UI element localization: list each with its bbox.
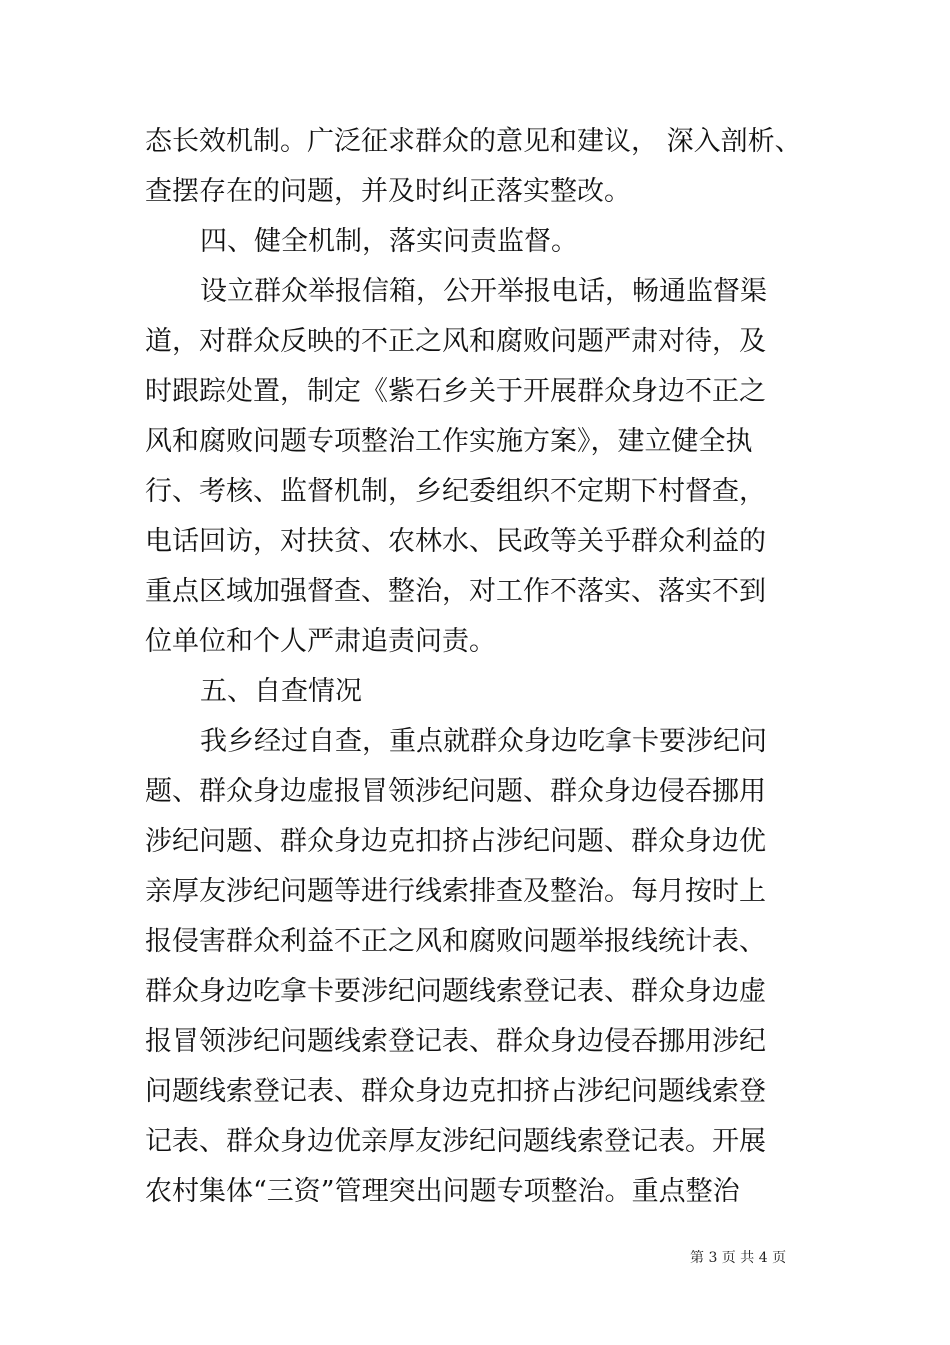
text-line: 位单位和个人严肃追责问责。 — [145, 626, 496, 657]
text-line: 风和腐败问题专项整治工作实施方案》，建立健全执 — [145, 426, 753, 457]
text-line: 查摆存在的问题，并及时纠正落实整改。 — [145, 176, 631, 207]
text-line: 涉纪问题、群众身边克扣挤占涉纪问题、群众身边优 — [145, 826, 766, 857]
text-line: 报侵害群众利益不正之风和腐败问题举报线统计表、 — [145, 926, 766, 957]
text-line: 时跟踪处置，制定《紫石乡关于开展群众身边不正之 — [145, 376, 766, 407]
text-line: 问题线索登记表、群众身边克扣挤占涉纪问题线索登 — [145, 1076, 766, 1107]
page-number-footer: 第 3 页 共 4 页 — [690, 1250, 787, 1266]
text-line: 重点区域加强督查、整治，对工作不落实、落实不到 — [145, 576, 766, 607]
text-line: 态长效机制。广泛征求群众的意见和建议， 深入剖析、 — [145, 126, 802, 157]
text-line: 群众身边吃拿卡要涉纪问题线索登记表、群众身边虚 — [145, 976, 766, 1007]
text-line: 农村集体“三资”管理突出问题专项整治。重点整治 — [145, 1176, 740, 1207]
text-line: 亲厚友涉纪问题等进行线索排查及整治。每月按时上 — [145, 876, 766, 907]
text-line: 电话回访，对扶贫、农林水、民政等关乎群众利益的 — [145, 526, 766, 557]
text-line: 设立群众举报信箱，公开举报电话，畅通监督渠 — [200, 276, 767, 307]
text-line: 记表、群众身边优亲厚友涉纪问题线索登记表。开展 — [145, 1126, 766, 1157]
text-line: 行、考核、监督机制，乡纪委组织不定期下村督查， — [145, 476, 766, 507]
text-line: 我乡经过自查，重点就群众身边吃拿卡要涉纪问 — [200, 726, 767, 757]
text-line: 道，对群众反映的不正之风和腐败问题严肃对待，及 — [145, 326, 766, 357]
section-heading: 四、健全机制，落实问责监督。 — [200, 226, 578, 257]
text-line: 题、群众身边虚报冒领涉纪问题、群众身边侵吞挪用 — [145, 776, 766, 807]
section-heading: 五、自查情况 — [200, 676, 362, 707]
text-line: 报冒领涉纪问题线索登记表、群众身边侵吞挪用涉纪 — [145, 1026, 766, 1057]
